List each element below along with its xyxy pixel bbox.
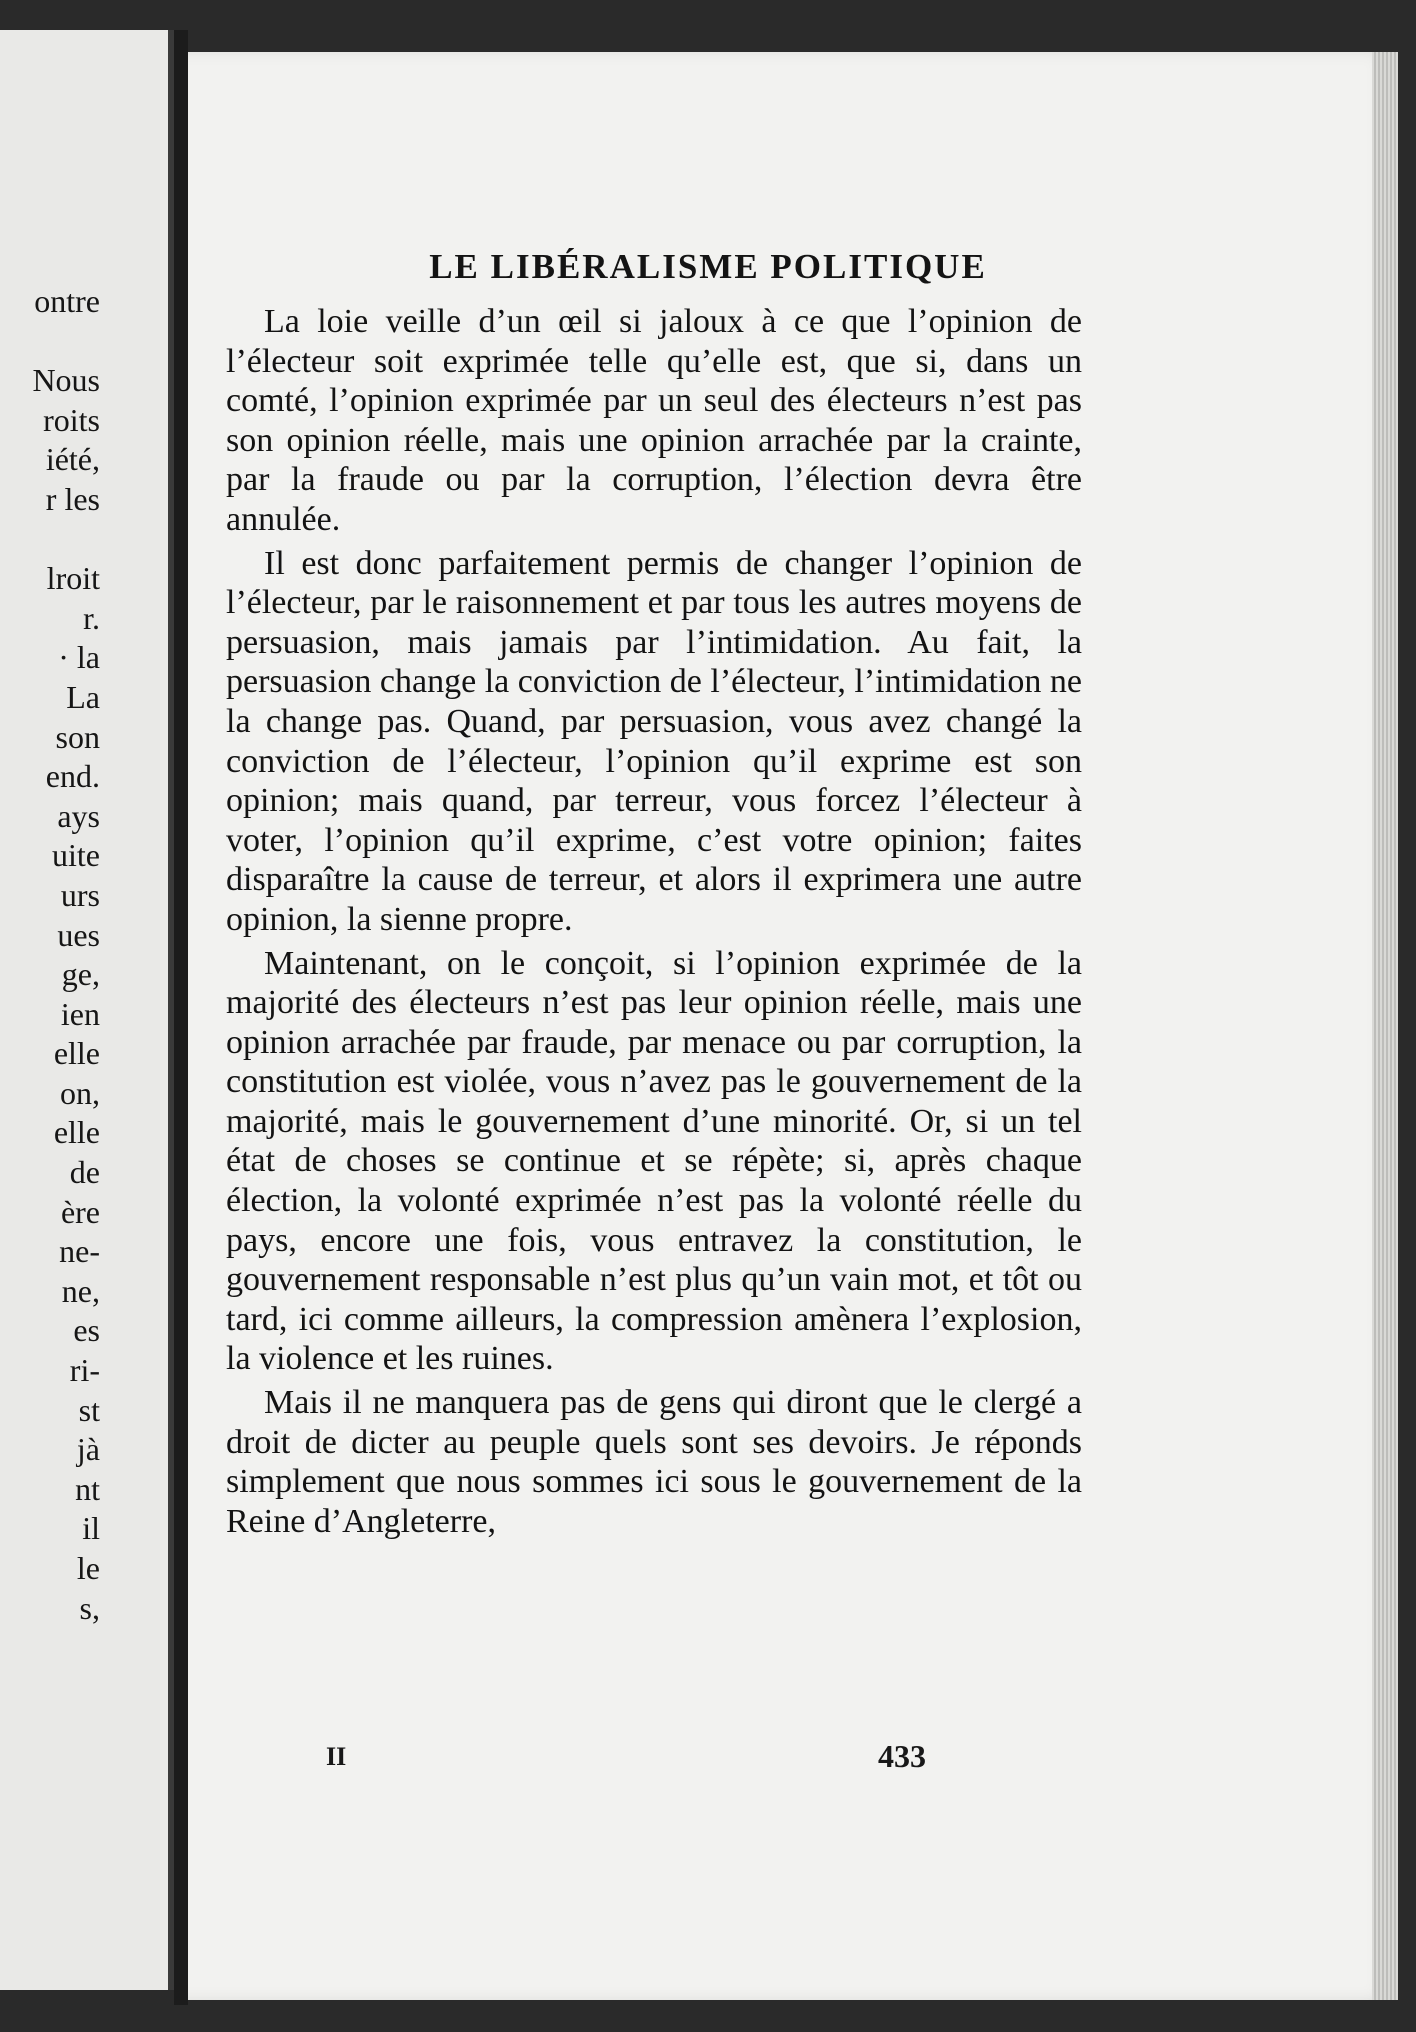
right-page bbox=[188, 52, 1398, 2000]
left-page-line: roits bbox=[43, 401, 100, 438]
left-page-line: · la bbox=[58, 639, 100, 676]
paragraph: Maintenant, on le conçoit, si l’opinion exprimée de la majorité des électeurs n’est pas leur opinion réelle, mais une opinion arrachée par fraude, par menace ou par corruption, la constitution est violée, vous n’avez pas le gouvernement de la majorité, mais le gouvernement d’une minorité. Or, si un tel état de choses se continue et se répète; si, après chaque élection, la volonté exprimée n’est pas la volonté réelle du pays, encore une fois, vous entravez la constitution, le gouvernement responsable n’est plus qu’un vain mot, et tôt ou tard, ici comme ailleurs, la compression amènera l’explosion, la violence et les ruines. bbox=[226, 944, 1082, 1378]
signature-mark: II bbox=[326, 1742, 347, 1771]
left-page-line: jà bbox=[76, 1431, 100, 1468]
left-page-line: ère bbox=[60, 1193, 100, 1230]
left-page-line: ien bbox=[60, 995, 100, 1032]
left-page-line: ues bbox=[57, 916, 100, 953]
page-number: 433 bbox=[878, 1738, 926, 1774]
left-page-line: son bbox=[55, 718, 100, 755]
left-page-line: ays bbox=[57, 797, 100, 834]
running-header: LE LIBÉRALISME POLITIQUE bbox=[429, 247, 987, 286]
left-page-line: end. bbox=[45, 758, 100, 795]
paragraph: Il est donc parfaitement permis de changer l’opinion de l’électeur, par le raisonnement et par tous les autres moyens de persuasion, mais jamais par l’intimidation. Au fait, la persuasion change la conviction de l’électeur, l’intimidation ne la change pas. Quand, par persuasion, vous avez changé la conviction de l’électeur, l’opinion qu’il exprime est son opinion; mais quand, par terreur, vous forcez l’électeur à voter, l’opinion qu’il exprime, c’est votre opinion; faites disparaître la cause de terreur, et alors il exprimera une autre opinion, la sienne propre. bbox=[226, 544, 1082, 938]
page-edge bbox=[1372, 52, 1398, 2000]
left-page-line: on, bbox=[60, 1074, 100, 1111]
left-page-line: ne- bbox=[59, 1233, 100, 1270]
page-footer bbox=[188, 1738, 1188, 1782]
left-page-line: nt bbox=[75, 1470, 100, 1507]
left-page-line: iété, bbox=[45, 441, 100, 478]
paragraph: Mais il ne manquera pas de gens qui diront que le clergé a droit de dicter au peuple quels sont ses devoirs. Je réponds simplement que nous sommes ici sous le gouvernement de la Reine d’Angleterre, bbox=[226, 1384, 1082, 1540]
left-page-line: urs bbox=[60, 876, 100, 913]
left-page-line: de bbox=[69, 1154, 100, 1191]
left-page-line: r les bbox=[45, 480, 100, 517]
left-page-line: ne, bbox=[61, 1272, 100, 1309]
left-page-line: uite bbox=[52, 837, 100, 874]
left-page-line-gap bbox=[0, 520, 100, 560]
left-page-line: elle bbox=[53, 1114, 100, 1151]
left-page-line: es bbox=[73, 1312, 100, 1349]
body-text bbox=[226, 302, 1082, 1545]
left-page-line-gap bbox=[0, 322, 100, 362]
left-page-line: lroit bbox=[46, 560, 100, 597]
left-page-line: elle bbox=[53, 1035, 100, 1072]
left-page-line: Nous bbox=[32, 362, 100, 399]
left-page-line: ri- bbox=[69, 1352, 100, 1389]
left-page-line: st bbox=[78, 1391, 100, 1428]
left-page-text-column bbox=[0, 282, 100, 1628]
left-page-line: s, bbox=[79, 1589, 100, 1626]
left-page-line: r. bbox=[83, 599, 100, 636]
left-page-line: ontre bbox=[34, 283, 100, 319]
left-page-line: il bbox=[82, 1510, 100, 1547]
book-spine-gutter bbox=[174, 30, 188, 2005]
paragraph: La loie veille d’un œil si jaloux à ce que l’opinion de l’électeur soit exprimée telle qu’elle est, que si, dans un comté, l’opinion exprimée par un seul des électeurs n’est pas son opinion réelle, mais une opinion arrachée par la crainte, par la fraude ou par la corruption, l’élection devra être annulée. bbox=[226, 303, 1082, 538]
left-page-line: ge, bbox=[61, 956, 100, 993]
left-page-line: La bbox=[66, 678, 100, 715]
left-page-line: le bbox=[76, 1550, 100, 1586]
left-page bbox=[0, 30, 174, 1990]
